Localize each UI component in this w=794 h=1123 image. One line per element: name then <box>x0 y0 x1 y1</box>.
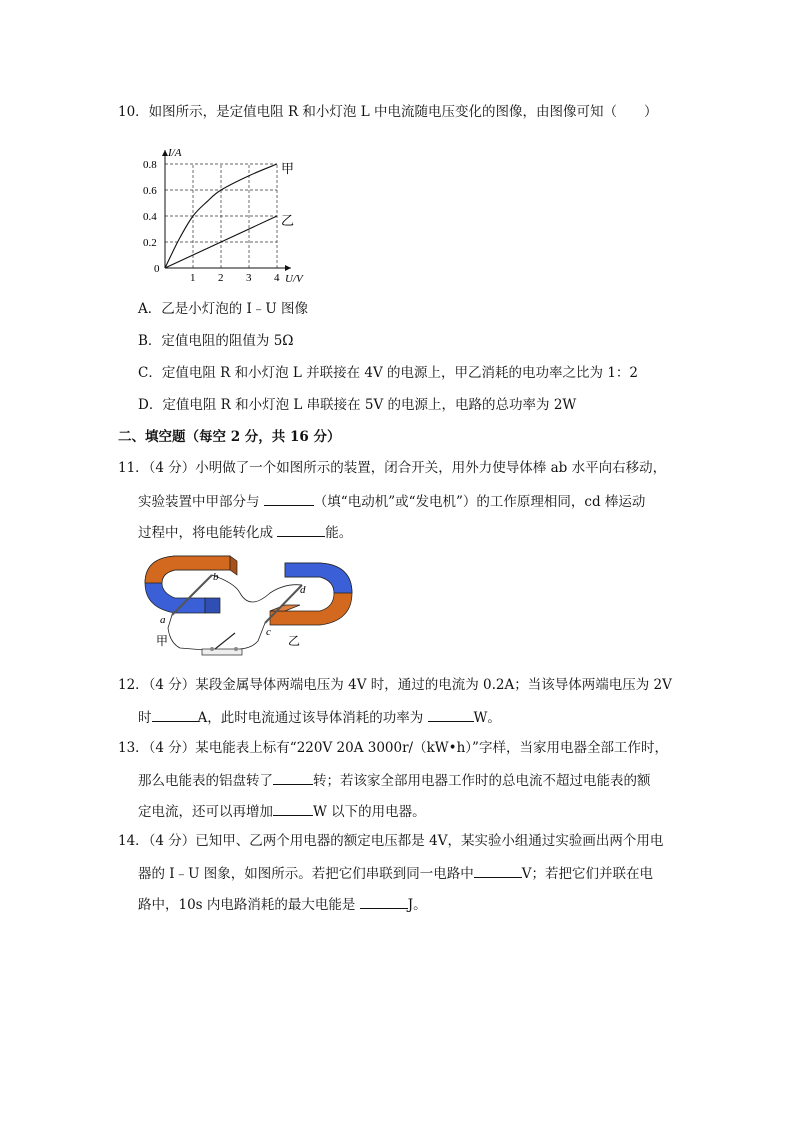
q12-line1: 12．（4 分）某段金属导体两端电压为 4V 时，通过的电流为 0.2A；当该导体两端电压为 2V <box>118 677 672 693</box>
q10-stem: 10．如图所示，是定值电阻 R 和小灯泡 L 中电流随电压变化的图像，由图像可知（ ） <box>118 104 658 120</box>
series-label: 乙 <box>281 213 295 228</box>
q14-blank-2[interactable] <box>360 894 408 909</box>
q11-line3 <box>138 522 352 542</box>
q13-text: 转；若该家全部用电器工作时的总电流不超过电能表的额 <box>313 773 651 789</box>
q14-text: 路中，10s 内电路消耗的最大电能是 <box>138 897 360 913</box>
magnet-right <box>270 563 352 625</box>
circuit-wire <box>240 623 265 649</box>
q14-text: V；若把它们并联在电 <box>521 866 654 882</box>
q11-text: 能。 <box>325 525 353 541</box>
q14-blank-1[interactable] <box>474 863 522 878</box>
section-title: 二、填空题（每空 2 分，共 16 分） <box>118 429 341 445</box>
label-b: b <box>213 571 219 583</box>
label-a: a <box>160 614 166 626</box>
q11-apparatus-figure <box>140 553 365 663</box>
q10-option-b: B．定值电阻的阻值为 5Ω <box>138 333 294 349</box>
series-label: 甲 <box>281 161 295 176</box>
q12-text: W。 <box>473 710 501 726</box>
q13-line2 <box>138 770 651 790</box>
q12-line2 <box>138 707 501 727</box>
x-axis-arrow <box>285 265 291 271</box>
circuit-wire <box>168 615 205 650</box>
q13-line3 <box>138 801 426 821</box>
y-tick-label: 0.8 <box>143 159 157 171</box>
q11-text: 实验装置中甲部分与 <box>138 494 264 510</box>
x-tick-label: 1 <box>190 272 196 284</box>
x-tick-label: 3 <box>246 272 252 284</box>
q13-text: W 以下的用电器。 <box>313 804 426 820</box>
y-axis-label: I/A <box>168 147 182 159</box>
q13-blank-1[interactable] <box>273 770 313 785</box>
q11-text: （填“电动机”或“发电机”）的工作原理相同，cd 棒运动 <box>313 494 646 510</box>
x-tick-label: 2 <box>218 272 224 284</box>
q13-text: 那么电能表的铝盘转了 <box>138 773 273 789</box>
q12-text: 时 <box>138 710 152 726</box>
switch <box>202 633 242 655</box>
q10-option-d: D．定值电阻 R 和小灯泡 L 串联接在 5V 的电源上，电路的总功率为 2W <box>138 397 577 413</box>
y-tick-label: 0.4 <box>143 211 157 223</box>
q12-text: A，此时电流通过该导体消耗的功率为 <box>197 710 428 726</box>
q10-option-a: A．乙是小灯泡的 I﹣U 图像 <box>138 301 309 317</box>
label-c: c <box>266 626 271 638</box>
x-axis-label: U/V <box>285 273 303 285</box>
q13-blank-2[interactable] <box>273 801 313 816</box>
x-tick-label: 4 <box>274 272 280 284</box>
label-d: d <box>300 584 306 596</box>
label-jia: 甲 <box>156 634 169 648</box>
q14-text: 器的 I﹣U 图象，如图所示。若把它们串联到同一电路中 <box>138 866 474 882</box>
y-tick-label: 0.2 <box>143 237 157 249</box>
q13-text: 定电流，还可以再增加 <box>138 804 273 820</box>
y-tick-label: 0.6 <box>143 185 157 197</box>
q14-line3 <box>138 894 427 914</box>
q11-blank-1[interactable] <box>264 491 314 506</box>
q12-blank-2[interactable] <box>428 707 474 722</box>
q11-line1: 11．（4 分）小明做了一个如图所示的装置，闭合开关，用外力使导体棒 ab 水平向右移动， <box>118 460 667 476</box>
q13-line1: 13．（4 分）某电能表上标有“220V 20A 3000r/（kW•h）”字样，当家用电器全部工作时， <box>118 740 668 756</box>
q14-text: J。 <box>407 897 427 913</box>
label-yi: 乙 <box>288 634 301 648</box>
origin-label: 0 <box>154 263 160 275</box>
q10-option-c: C．定值电阻 R 和小灯泡 L 并联接在 4V 的电源上，甲乙消耗的电功率之比为 1：2 <box>138 365 639 381</box>
q11-line2 <box>138 491 645 511</box>
q12-blank-1[interactable] <box>152 707 198 722</box>
q14-line2 <box>138 863 653 883</box>
q11-blank-2[interactable] <box>277 522 325 537</box>
q11-text: 过程中，将电能转化成 <box>138 525 278 541</box>
q10-iu-chart <box>130 140 330 285</box>
q14-line1: 14．（4 分）已知甲、乙两个用电器的额定电压都是 4V，某实验小组通过实验画出两个用电 <box>118 833 664 849</box>
magnet-left <box>145 556 237 613</box>
